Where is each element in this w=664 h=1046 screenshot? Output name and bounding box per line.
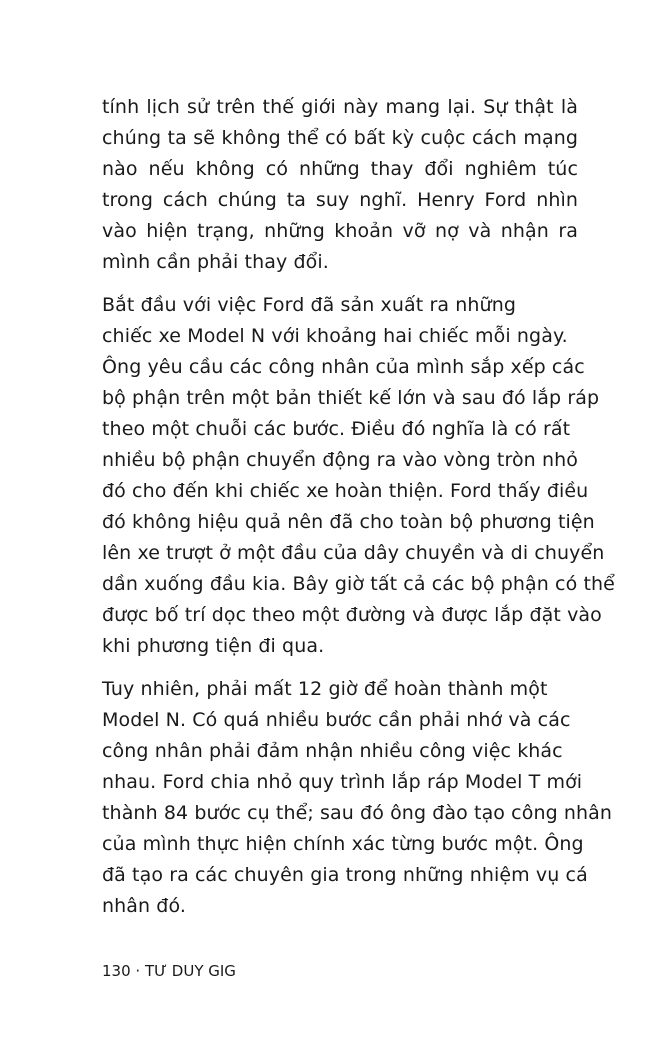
text-line: Model N. Có quá nhiều bước cần phải nhớ và các bbox=[102, 709, 571, 731]
text-line: trong cách chúng ta suy nghĩ. Henry Ford nhìn bbox=[102, 189, 578, 211]
page-footer bbox=[102, 961, 236, 981]
paragraph-3 bbox=[102, 674, 613, 922]
text-line: thành 84 bước cụ thể; sau đó ông đào tạo công nhân bbox=[102, 802, 613, 824]
footer-separator: · bbox=[135, 962, 141, 980]
text-line: công nhân phải đảm nhận nhiều công việc khác bbox=[102, 740, 563, 762]
text-line: nhiều bộ phận chuyển động ra vào vòng tròn nhỏ bbox=[102, 449, 578, 471]
text-line: được bố trí dọc theo một đường và được lắp đặt vào bbox=[102, 604, 602, 626]
text-line: theo một chuỗi các bước. Điều đó nghĩa là có rất bbox=[102, 418, 571, 440]
text-line: khi phương tiện đi qua. bbox=[102, 635, 325, 657]
text-line: Bắt đầu với việc Ford đã sản xuất ra những bbox=[102, 294, 516, 316]
text-line: đó cho đến khi chiếc xe hoàn thiện. Ford thấy điều bbox=[102, 480, 589, 502]
text-line: bộ phận trên một bản thiết kế lớn và sau đó lắp ráp bbox=[102, 387, 600, 409]
text-line: dần xuống đầu kia. Bây giờ tất cả các bộ phận có thể bbox=[102, 573, 615, 595]
body-text bbox=[102, 92, 615, 934]
text-line: mình cần phải thay đổi. bbox=[102, 251, 329, 273]
book-title: TƯ DUY GIG bbox=[144, 962, 236, 980]
paragraph-2 bbox=[102, 290, 615, 662]
text-line: tính lịch sử trên thế giới này mang lại. Sự thật là bbox=[102, 96, 578, 118]
page-number: 130 bbox=[102, 962, 131, 980]
text-line: nào nếu không có những thay đổi nghiêm túc bbox=[102, 158, 578, 180]
text-line: Tuy nhiên, phải mất 12 giờ để hoàn thành một bbox=[102, 678, 548, 700]
text-line: nhau. Ford chia nhỏ quy trình lắp ráp Model T mới bbox=[102, 771, 583, 793]
text-line: Ông yêu cầu các công nhân của mình sắp xếp các bbox=[102, 356, 585, 378]
text-line: đã tạo ra các chuyên gia trong những nhiệm vụ cá bbox=[102, 864, 588, 886]
text-line: của mình thực hiện chính xác từng bước một. Ông bbox=[102, 833, 584, 855]
text-line: vào hiện trạng, những khoản vỡ nợ và nhận ra bbox=[102, 220, 578, 242]
text-line: nhân đó. bbox=[102, 895, 186, 917]
text-line: chúng ta sẽ không thể có bất kỳ cuộc cách mạng bbox=[102, 127, 578, 149]
text-line: chiếc xe Model N với khoảng hai chiếc mỗi ngày. bbox=[102, 325, 568, 347]
text-line: đó không hiệu quả nên đã cho toàn bộ phương tiện bbox=[102, 511, 595, 533]
text-line: lên xe trượt ở một đầu của dây chuyền và di chuyển bbox=[102, 542, 605, 564]
paragraph-1 bbox=[102, 92, 578, 278]
